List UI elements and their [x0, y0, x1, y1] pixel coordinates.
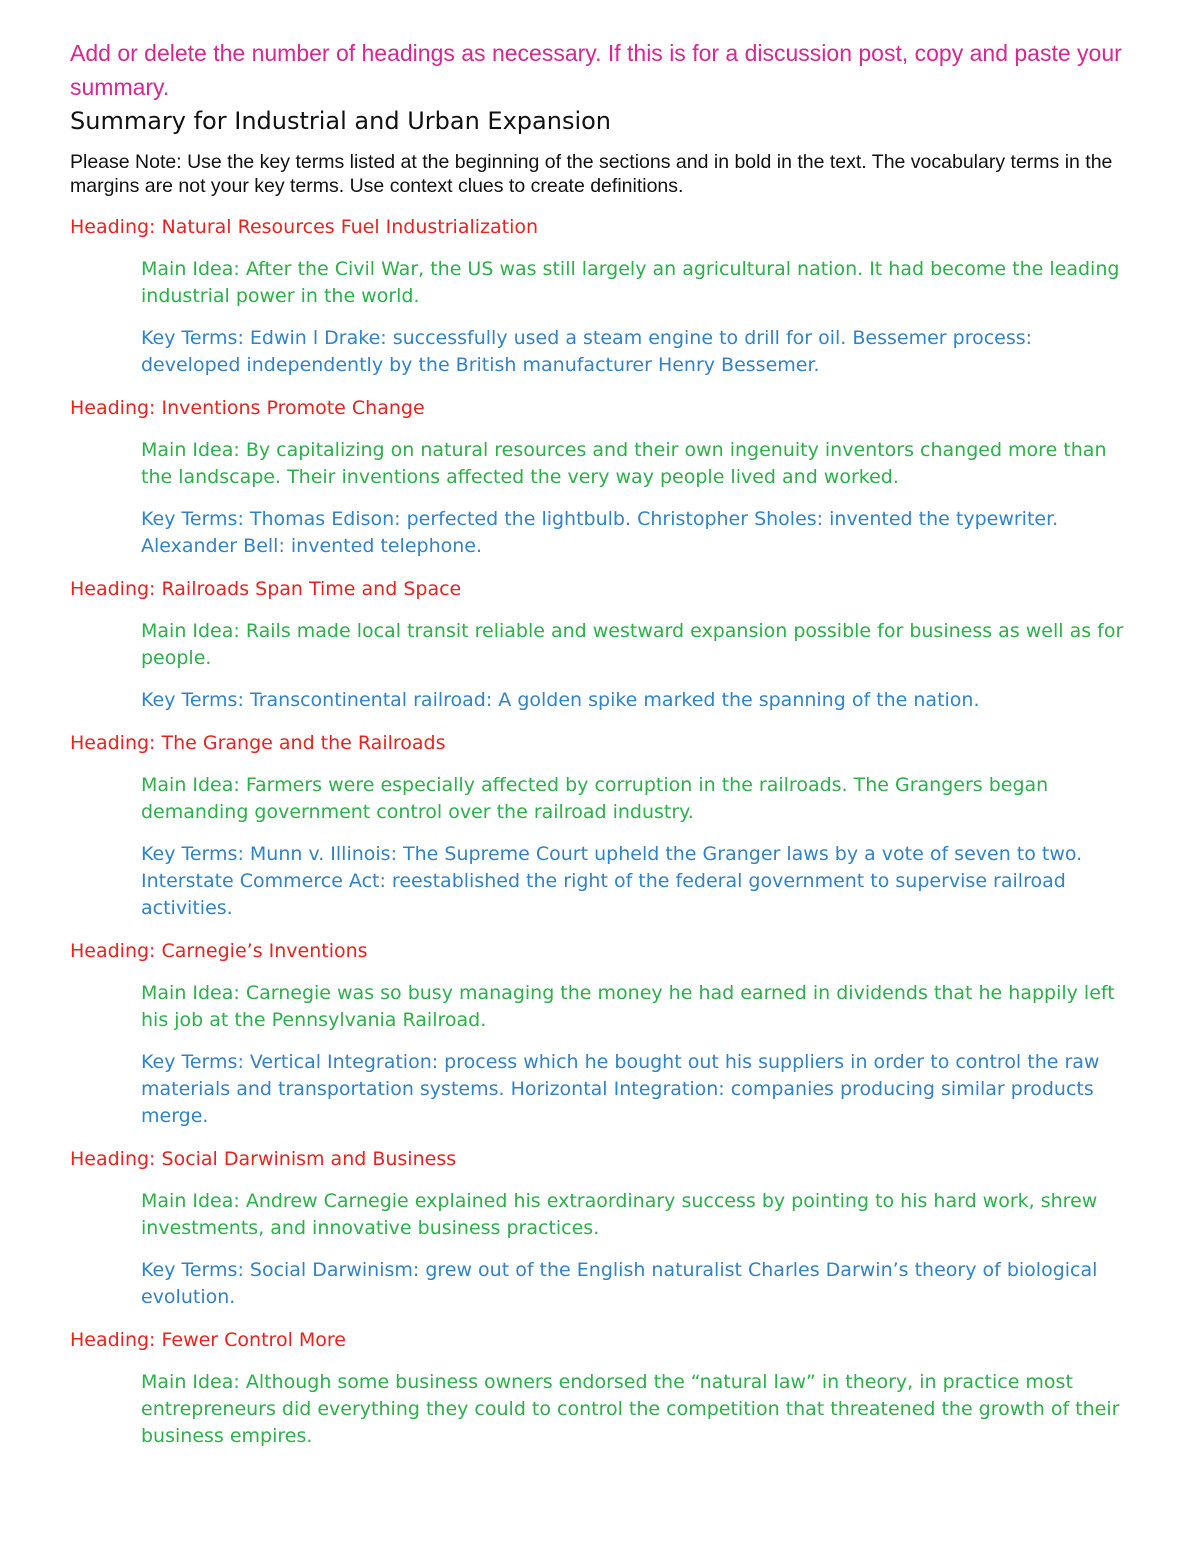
section-heading: Heading: Natural Resources Fuel Industrialization: [70, 216, 539, 238]
section-heading: Heading: The Grange and the Railroads: [70, 732, 446, 754]
key-terms-text: Key Terms: Thomas Edison: perfected the lightbulb. Christopher Sholes: invented the typewriter. Alexander Bell: invented telephone.: [141, 508, 1059, 557]
key-terms-text: Key Terms: Edwin l Drake: successfully used a steam engine to drill for oil. Bessemer process: developed independently by the British manufacturer Henry Bessemer.: [141, 327, 1033, 376]
section-heading: Heading: Fewer Control More: [70, 1329, 346, 1351]
section-fewer-control: [70, 1327, 1135, 1450]
document-page: [70, 36, 1135, 1465]
please-note-text: Please Note: Use the key terms listed at the beginning of the sections and in bold in the text. The vocabulary terms in the margins are not your key terms. Use context clues to create definitions.: [70, 151, 1113, 197]
section-natural-resources: [70, 214, 1135, 379]
document-title: Summary for Industrial and Urban Expansion: [70, 107, 612, 135]
main-idea-text: Main Idea: Although some business owners endorsed the “natural law” in theory, in practice most entrepreneurs did everything they could to control the competition that threatened the growth of their business empires.: [141, 1371, 1120, 1447]
section-heading: Heading: Social Darwinism and Business: [70, 1148, 457, 1170]
key-terms-text: Key Terms: Munn v. Illinois: The Supreme Court upheld the Granger laws by a vote of seven to two. Interstate Commerce Act: reestablished the right of the federal government to supervise railroad activities.: [141, 843, 1083, 919]
section-heading: Heading: Carnegie’s Inventions: [70, 940, 368, 962]
main-idea-text: Main Idea: Rails made local transit reliable and westward expansion possible for business as well as for people.: [141, 620, 1124, 669]
section-railroads: [70, 576, 1135, 714]
main-idea-text: Main Idea: Andrew Carnegie explained his extraordinary success by pointing to his hard work, shrew investments, and innovative business practices.: [141, 1190, 1098, 1239]
section-heading: Heading: Railroads Span Time and Space: [70, 578, 462, 600]
section-carnegie: [70, 938, 1135, 1130]
main-idea-text: Main Idea: By capitalizing on natural resources and their own ingenuity inventors changed more than the landscape. Their inventions affected the very way people lived and worked.: [141, 439, 1107, 488]
key-terms-text: Key Terms: Transcontinental railroad: A golden spike marked the spanning of the nation.: [141, 689, 980, 711]
section-grange: [70, 730, 1135, 922]
key-terms-text: Key Terms: Vertical Integration: process which he bought out his suppliers in order to control the raw materials and transportation systems. Horizontal Integration: companies producing similar products merge.: [141, 1051, 1100, 1127]
section-inventions: [70, 395, 1135, 560]
main-idea-text: Main Idea: Farmers were especially affected by corruption in the railroads. The Grangers began demanding government control over the railroad industry.: [141, 774, 1049, 823]
section-social-darwinism: [70, 1146, 1135, 1311]
instruction-text: Add or delete the number of headings as necessary. If this is for a discussion post, copy and paste your summary.: [70, 40, 1122, 100]
main-idea-text: Main Idea: Carnegie was so busy managing the money he had earned in dividends that he happily left his job at the Pennsylvania Railroad.: [141, 982, 1115, 1031]
section-heading: Heading: Inventions Promote Change: [70, 397, 425, 419]
key-terms-text: Key Terms: Social Darwinism: grew out of the English naturalist Charles Darwin’s theory of biological evolution.: [141, 1259, 1098, 1308]
main-idea-text: Main Idea: After the Civil War, the US was still largely an agricultural nation. It had become the leading industrial power in the world.: [141, 258, 1120, 307]
